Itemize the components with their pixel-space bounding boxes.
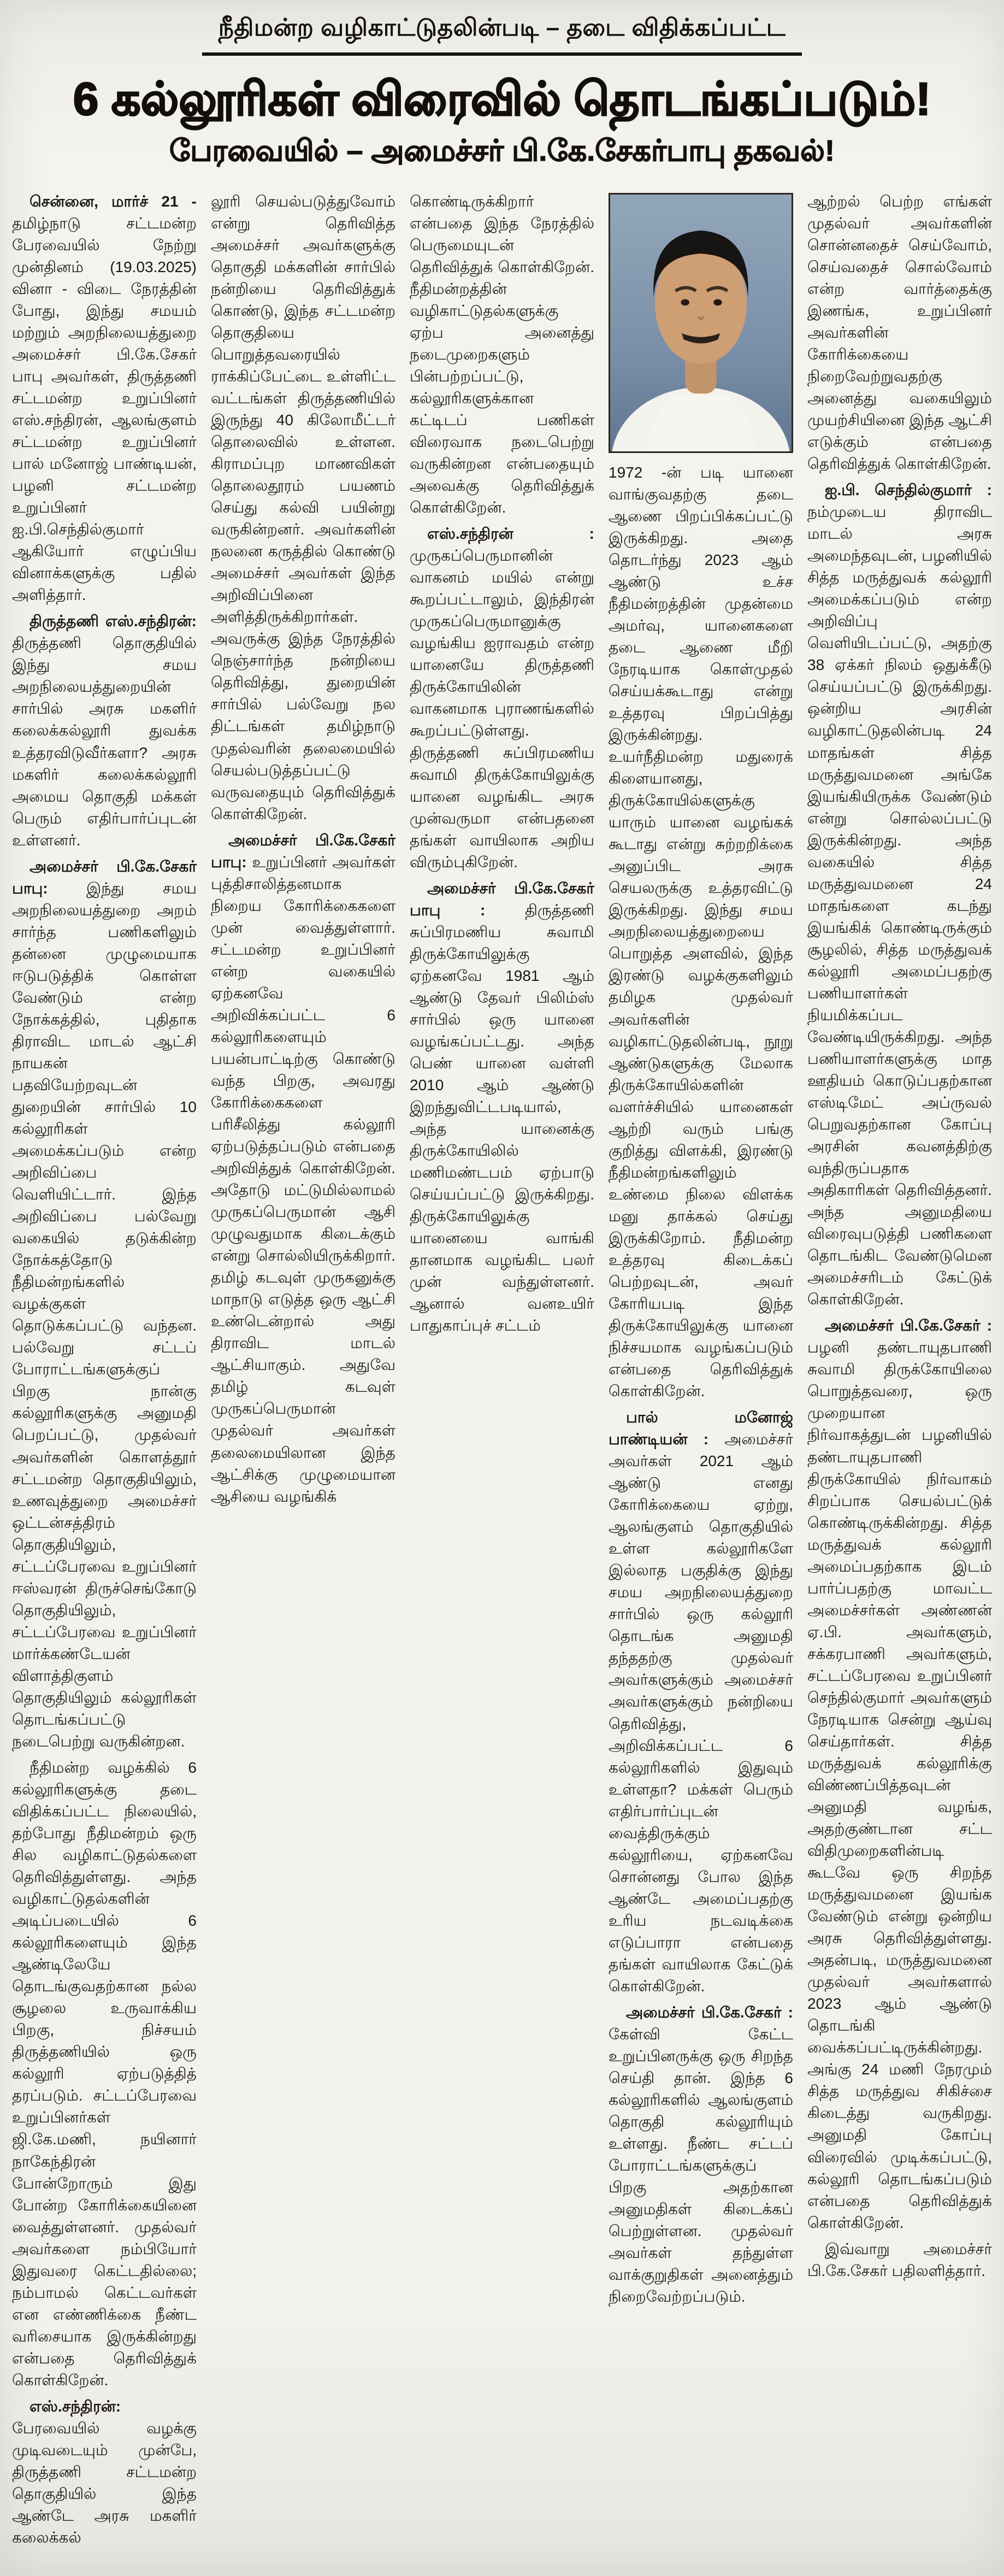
column-5 — [807, 191, 992, 2551]
speaker-name: அமைச்சர் பி.கே.சேகர் பாபு: — [12, 857, 197, 897]
speaker-name: அமைச்சர் பி.கே.சேகர் பாபு : — [410, 879, 594, 919]
minister-portrait-graphic — [610, 195, 792, 451]
kicker-row — [12, 14, 992, 56]
qa-paragraph: அமைச்சர் பி.கே.சேகர் : கேள்வி கேட்ட உறுப்பினருக்கு ஒரு சிறந்த செய்தி தான். இந்த 6 கல்லூரிகளில் ஆலங்குளம் தொகுதி கல்லூரியும் உள்ளது. நீண்ட சட்டப் போராட்டங்களுக்குப் பிறகு அதற்கான அனுமதிகள் கிடைக்கப் பெற்றுள்ளன. முதல்வர் அவர்கள் தந்துள்ள வாக்குறுதிகள் அனைத்தும் நிறைவேற்றப்படும். — [609, 2003, 793, 2306]
subheadline: பேரவையில் – அமைச்சர் பி.கே.சேகர்பாபு தகவல்! — [169, 134, 835, 167]
qa-paragraph: அமைச்சர் பி.கே.சேகர் பாபு: உறுப்பினர் அவர்கள் புத்திசாலித்தனமாக நிறைய கோரிக்கைகளை முன் வைத்துள்ளார். சட்டமன்ற உறுப்பினர் என்ற வகையில் ஏற்கனவே அறிவிக்கப்பட்ட 6 கல்லூரிகளையும் பயன்பாட்டிற்கு கொண்டு வந்த பிறகு, அவரது கோரிக்கைகளை பரிசீலித்து கல்லூரி ஏற்படுத்தப்படும் என்பதை அறிவித்துக் கொள்கிறேன். அதோடு மட்டுமில்லாமல் முருகப்பெருமான் ஆசி முழுவதுமாக கிடைக்கும் என்று சொல்லியிருக்கிறார். தமிழ் கடவுள் முருகனுக்கு மாநாடு எடுத்த ஒரு ஆட்சி உண்டென்றால் அது திராவிட மாடல் ஆட்சியாகும். அதுவே தமிழ் கடவுள் முருகப்பெருமான் முதல்வர் அவர்கள் தலைமையிலான இந்த ஆட்சிக்கு முழுமையான ஆசியை வழங்கிக் — [211, 831, 395, 1505]
qa-paragraph: பால் மனோஜ் பாண்டியன் : அமைச்சர் அவர்கள் 2021 ஆம் ஆண்டு எனது கோரிக்கையை ஏற்று, ஆலங்குளம் தொகுதியில் உள்ள கல்லூரிகளே இல்லாத பகுதிக்கு இந்து சமய அறநிலையத்துறை சார்பில் ஒரு கல்லூரி தொடங்க அனுமதி தந்ததற்கு முதல்வர் அவர்களுக்கும் அமைச்சர் அவர்களுக்கும் நன்றியை தெரிவித்து, அறிவிக்கப்பட்ட 6 கல்லூரிகளில் இதுவும் உள்ளதா? மக்கள் பெரும் எதிர்பார்ப்புடன் வைத்திருக்கும் கல்லூரியை, ஏற்கனவே சொன்னது போல இந்த ஆண்டே அமைப்பதற்கு உரிய நடவடிக்கை எடுப்பாரா என்பதை தங்கள் வாயிலாக கேட்டுக் கொள்கிறேன். — [609, 1409, 793, 1995]
speaker-name: பால் மனோஜ் பாண்டியன் : — [609, 1409, 793, 1448]
speaker-name: எஸ்.சந்திரன் : — [427, 525, 594, 543]
speaker-name: சென்னை, மார்ச் 21 - — [29, 192, 197, 210]
column-2 — [211, 191, 395, 2551]
qa-paragraph: எஸ்.சந்திரன்: பேரவையில் வழக்கு முடிவடையும் முன்பே, திருத்தணி சட்டமன்ற தொகுதியில் இந்த ஆண்டே அரசு மகளிர் கலைக்கல் — [12, 2397, 197, 2546]
body-paragraph: 1972 -ன் படி யானை வாங்குவதற்கு தடை ஆணை பிறப்பிக்கப்பட்டு இருக்கிறது. அதை தொடர்ந்து 2023 ஆம் ஆண்டு உச்ச நீதிமன்றத்தின் முதன்மை அமர்வு, யானைகளை தடை ஆணை மீறி நேரடியாக கொள்முதல் செய்யக்கூடாது என்று உத்தரவு பிறப்பித்து இருக்கின்றது. உயர்நீதிமன்ற மதுரைக் கிளையானது, திருக்கோயில்களுக்கு யாரும் யானை வழங்கக் கூடாது என்று சுற்றறிக்கை அனுப்பிட அரசு செயலருக்கு உத்தரவிட்டு இருக்கிறது. இந்து சமய அறநிலையத்துறையை பொறுத்த அளவில், இந்த இரண்டு வழக்குகளிலும் தமிழக முதல்வர் அவர்களின் வழிகாட்டுதலின்படி, நூறு ஆண்டுகளுக்கு மேலாக திருக்கோயில்களின் வளர்ச்சியில் யானைகள் ஆற்றி வரும் பங்கு குறித்து விளக்கி, இரண்டு நீதிமன்றங்களிலும் உண்மை நிலை விளக்க மனு தாக்கல் செய்து இருக்கிறோம். நீதிமன்ற உத்தரவு கிடைக்கப் பெற்றவுடன், அவர் கோரியபடி இந்த திருக்கோயிலுக்கு யானை நிச்சயமாக வழங்கப்படும் என்பதை தெரிவித்துக் கொள்கிறேன். — [609, 463, 793, 1400]
article-body — [12, 191, 992, 2551]
speaker-name: அமைச்சர் பி.கே.சேகர் : — [626, 2003, 793, 2021]
speaker-name: திருத்தணி எஸ்.சந்திரன்: — [29, 613, 197, 630]
body-paragraph: லூரி செயல்படுத்துவோம் என்று தெரிவித்த அமைச்சர் அவர்களுக்கு தொகுதி மக்களின் சார்பில் நன்றியை தெரிவித்துக் கொண்டு, இந்த சட்டமன்ற தொகுதியை பொறுத்தவரையில் ராக்கிப்பேட்டை உள்ளிட்ட வட்டங்கள் திருத்தணியில் இருந்து 40 கிலோமீட்டர் தொலைவில் உள்ளன. கிராமப்புற மாணவிகள் தொலைதூரம் பயணம் செய்து கல்வி பயின்று வருகின்றனர். அவர்களின் நலனை கருத்தில் கொண்டு அமைச்சர் அவர்கள் இந்த அறிவிப்பினை அளித்திருக்கிறார்கள். அவருக்கு இந்த நேரத்தில் நெஞ்சார்ந்த நன்றியை தெரிவித்து, துறையின் சார்பில் பல்வேறு நல திட்டங்கள் தமிழ்நாடு முதல்வரின் தலைமையில் செயல்படுத்தப்பட்டு வருவதையும் தெரிவித்துக் கொள்கிறேன். — [211, 192, 395, 822]
qa-paragraph: திருத்தணி எஸ்.சந்திரன்: திருத்தணி தொகுதியில் இந்து சமய அறநிலையத்துறையின் சார்பில் அரசு மகளிர் கலைக்கல்லூரி துவக்க உத்தரவிடுவீர்களா? அரசு மகளிர் கலைக்கல்லூரி அமைய தொகுதி மக்கள் பெரும் எதிர்பார்ப்புடன் உள்ளனர். — [12, 613, 197, 849]
article-header — [12, 14, 992, 172]
speaker-name: அமைச்சர் பி.கே.சேகர் : — [825, 1317, 992, 1334]
qa-paragraph: சென்னை, மார்ச் 21 - தமிழ்நாடு சட்டமன்ற பேரவையில் நேற்று முன்தினம் (19.03.2025) வினா - விடை நேரத்தின் போது, இந்து சமயம் மற்றும் அறநிலையத்துறை அமைச்சர் பி.கே.சேகர் பாபு அவர்கள், திருத்தணி சட்டமன்ற உறுப்பினர் எஸ்.சந்திரன், ஆலங்குளம் சட்டமன்ற உறுப்பினர் பால் மனோஜ் பாண்டியன், பழனி சட்டமன்ற உறுப்பினர் ஐ.பி.செந்தில்குமார் ஆகியோர் எழுப்பிய வினாக்களுக்கு பதில் அளித்தார். — [12, 192, 197, 604]
qa-paragraph: ஐ.பி. செந்தில்குமார் : நம்முடைய திராவிட மாடல் அரசு அமைந்தவுடன், பழனியில் சித்த மருத்துவக் கல்லூரி அமைக்கப்படும் என்ற அறிவிப்பு வெளியிடப்பட்டு, அதற்கு 38 ஏக்கர் நிலம் ஒதுக்கீடு செய்யப்பட்டு இருக்கிறது. ஒன்றிய அரசின் வழிகாட்டுதலின்படி 24 மாதங்கள் சித்த மருத்துவமனை அங்கே இயங்கியிருக்க வேண்டும் என்று சொல்லப்பட்டு இருக்கின்றது. அந்த வகையில் சித்த மருத்துவமனை 24 மாதங்களை கடந்து இயங்கிக் கொண்டிருக்கும் சூழலில், சித்த மருத்துவக் கல்லூரி அமைப்பதற்கு பணியாளர்கள் நியமிக்கப்பட வேண்டியிருக்கிறது. அந்த பணியாளர்களுக்கு மாத ஊதியம் கொடுப்பதற்கான எஸ்டிமேட் அப்ருவல் பெறுவதற்கான கோப்பு அரசின் கவனத்திற்கு வந்திருப்பதாக அதிகாரிகள் தெரிவித்தனர். அந்த அனுமதியை விரைவுபடுத்தி பணிகளை தொடங்கிட வேண்டுமென அமைச்சரிடம் கேட்டுக் கொள்கிறேன். — [807, 481, 992, 1308]
column-4 — [609, 191, 793, 2551]
column-1 — [12, 191, 197, 2551]
minister-photo — [609, 193, 793, 453]
qa-paragraph: அமைச்சர் பி.கே.சேகர் : பழனி தண்டாயுதபாணி சுவாமி திருக்கோயிலை பொறுத்தவரை, ஒரு முறையான நிர்வாகத்துடன் பழனியில் தண்டாயுதபாணி திருக்கோயில் நிர்வாகம் சிறப்பாக செயல்பட்டுக் கொண்டிருக்கின்றது. சித்த மருத்துவக் கல்லூரி அமைப்பதற்காக இடம் பார்ப்பதற்கு மாவட்ட அமைச்சர்கள் அண்ணன் ஏ.பி. அவர்களும், சக்கரபாணி அவர்களும், சட்டப்பேரவை உறுப்பினர் செந்தில்குமார் அவர்களும் நேரடியாக சென்று ஆய்வு செய்தார்கள். சித்த மருத்துவக் கல்லூரிக்கு விண்ணப்பித்தவுடன் அனுமதி வழங்க, அதற்குண்டான சட்ட விதிமுறைகளின்படி கூடவே ஒரு சிறந்த மருத்துவமனை இயங்க வேண்டும் என்று ஒன்றிய அரசு தெரிவித்துள்ளது. அதன்படி, மருத்துவமனை முதல்வர் அவர்களால் 2023 ஆம் ஆண்டு தொடங்கி வைக்கப்பட்டிருக்கின்றது. அங்கு 24 மணி நேரமும் சித்த மருத்துவ சிகிச்சை கிடைத்து வருகிறது. அனுமதி கோப்பு விரைவில் முடிக்கப்பட்டு, கல்லூரி தொடங்கப்படும் என்பதை தெரிவித்துக் கொள்கிறேன். — [807, 1317, 992, 2231]
qa-paragraph: அமைச்சர் பி.கே.சேகர் பாபு: இந்து சமய அறநிலையத்துறை அறம் சார்ந்த பணிகளிலும் தன்னை முழுமையாக ஈடுபடுத்திக் கொள்ள வேண்டும் என்ற நோக்கத்தில், புதிதாக திராவிட மாடல் ஆட்சி நாயகன் பதவியேற்றவுடன் துறையின் சார்பில் 10 கல்லூரிகள் அமைக்கப்படும் என்ற அறிவிப்பை வெளியிட்டார். இந்த அறிவிப்பை பல்வேறு வகையில் தடுக்கின்ற நோக்கத்தோடு நீதிமன்றங்களில் வழக்குகள் தொடுக்கப்பட்டு வந்தன. பல்வேறு சட்டப் போராட்டங்களுக்குப் பிறகு நான்கு கல்லூரிகளுக்கு அனுமதி பெறப்பட்டு, முதல்வர் அவர்களின் கொளத்தூர் சட்டமன்ற தொகுதியிலும், உணவுத்துறை அமைச்சர் ஒட்டன்சத்திரம் தொகுதியிலும், சட்டப்பேரவை உறுப்பினர் ஈஸ்வரன் திருச்செங்கோடு தொகுதியிலும், சட்டப்பேரவை உறுப்பினர் மார்க்கண்டேயன் விளாத்திகுளம் தொகுதியிலும் கல்லூரிகள் தொடங்கப்பட்டு நடைபெற்று வருகின்றன. — [12, 857, 197, 1750]
speaker-name: அமைச்சர் பி.கே.சேகர் பாபு: — [211, 831, 395, 871]
body-paragraph: ஆற்றல் பெற்ற எங்கள் முதல்வர் அவர்களின் சொன்னதைச் செய்வோம், செய்வதைச் சொல்வோம் என்ற வார்த்தைக்கு இணங்க, உறுப்பினர் அவர்களின் கோரிக்கையை நிறைவேற்றுவதற்கு அனைத்து வகையிலும் முயற்சியினை இந்த ஆட்சி எடுக்கும் என்பதை தெரிவித்துக் கொள்கிறேன். — [807, 192, 992, 473]
headline: 6 கல்லூரிகள் விரைவில் தொடங்கப்படும்! — [73, 73, 931, 125]
body-paragraph: நீதிமன்ற வழக்கில் 6 கல்லூரிகளுக்கு தடை விதிக்கப்பட்ட நிலையில், தற்போது நீதிமன்றம் ஒரு சில வழிகாட்டுதல்களை தெரிவித்துள்ளது. அந்த வழிகாட்டுதல்களின் அடிப்படையில் 6 கல்லூரிகளையும் இந்த ஆண்டிலேயே தொடங்குவதற்கான நல்ல சூழலை உருவாக்கிய பிறகு, நிச்சயம் திருத்தணியில் ஒரு கல்லூரி ஏற்படுத்தித் தரப்படும். சட்டப்பேரவை உறுப்பினர்கள் ஜி.கே.மணி, நயினார் நாகேந்திரன் போன்றோரும் இது போன்ற கோரிக்கையினை வைத்துள்ளனர். முதல்வர் அவர்களை நம்பியோர் இதுவரை கெட்டதில்லை; நம்பாமல் கெட்டவர்கள் என எண்ணிக்கை நீண்ட வரிசையாக இருக்கின்றது என்பதை தெரிவித்துக் கொள்கிறேன். — [12, 1758, 197, 2389]
kicker: நீதிமன்ற வழிகாட்டுதலின்படி – தடை விதிக்கப்பட்ட — [202, 14, 802, 56]
speaker-name: எஸ்.சந்திரன்: — [29, 2397, 121, 2415]
body-paragraph: கொண்டிருக்கிறார் என்பதை இந்த நேரத்தில் பெருமையுடன் தெரிவித்துக் கொள்கிறேன். நீதிமன்றத்தின் வழிகாட்டுதல்களுக்கு ஏற்ப அனைத்து நடைமுறைகளும் பின்பற்றப்பட்டு, கல்லூரிகளுக்கான கட்டிடப் பணிகள் விரைவாக நடைபெற்று வருகின்றன என்பதையும் அவைக்கு தெரிவித்துக் கொள்கிறேன். — [410, 192, 594, 516]
column-3 — [410, 191, 594, 2551]
speaker-name: ஐ.பி. செந்தில்குமார் : — [825, 481, 992, 499]
body-paragraph: இவ்வாறு அமைச்சர் பி.கே.சேகர் பதிலளித்தார். — [807, 2240, 992, 2279]
qa-paragraph: எஸ்.சந்திரன் : முருகப்பெருமானின் வாகனம் மயில் என்று கூறப்பட்டாலும், இந்திரன் முருகப்பெருமானுக்கு வழங்கிய ஐராவதம் என்ற யானையே திருத்தணி திருக்கோயிலின் வாகனமாக புராணங்களில் கூறப்பட்டுள்ளது. திருத்தணி சுப்பிரமணிய சுவாமி திருக்கோயிலுக்கு யானை வழங்கிட அரசு முன்வருமா என்பதனை தங்கள் வாயிலாக அறிய விரும்புகிறேன். — [410, 525, 594, 871]
qa-paragraph: அமைச்சர் பி.கே.சேகர் பாபு : திருத்தணி சுப்பிரமணிய சுவாமி திருக்கோயிலுக்கு ஏற்கனவே 1981 ஆம் ஆண்டு தேவர் பிலிம்ஸ் சார்பில் ஒரு யானை வழங்கப்பட்டது. அந்த பெண் யானை வள்ளி 2010 ஆம் ஆண்டு இறந்துவிட்டபடியால், அந்த யானைக்கு திருக்கோயிலில் மணிமண்டபம் ஏற்பாடு செய்யப்பட்டு இருக்கிறது. திருக்கோயிலுக்கு யானையை வாங்கி தானமாக வழங்கிட பலர் முன் வந்துள்ளனர். ஆனால் வனஉயிர் பாதுகாப்புச் சட்டம் — [410, 879, 594, 1334]
